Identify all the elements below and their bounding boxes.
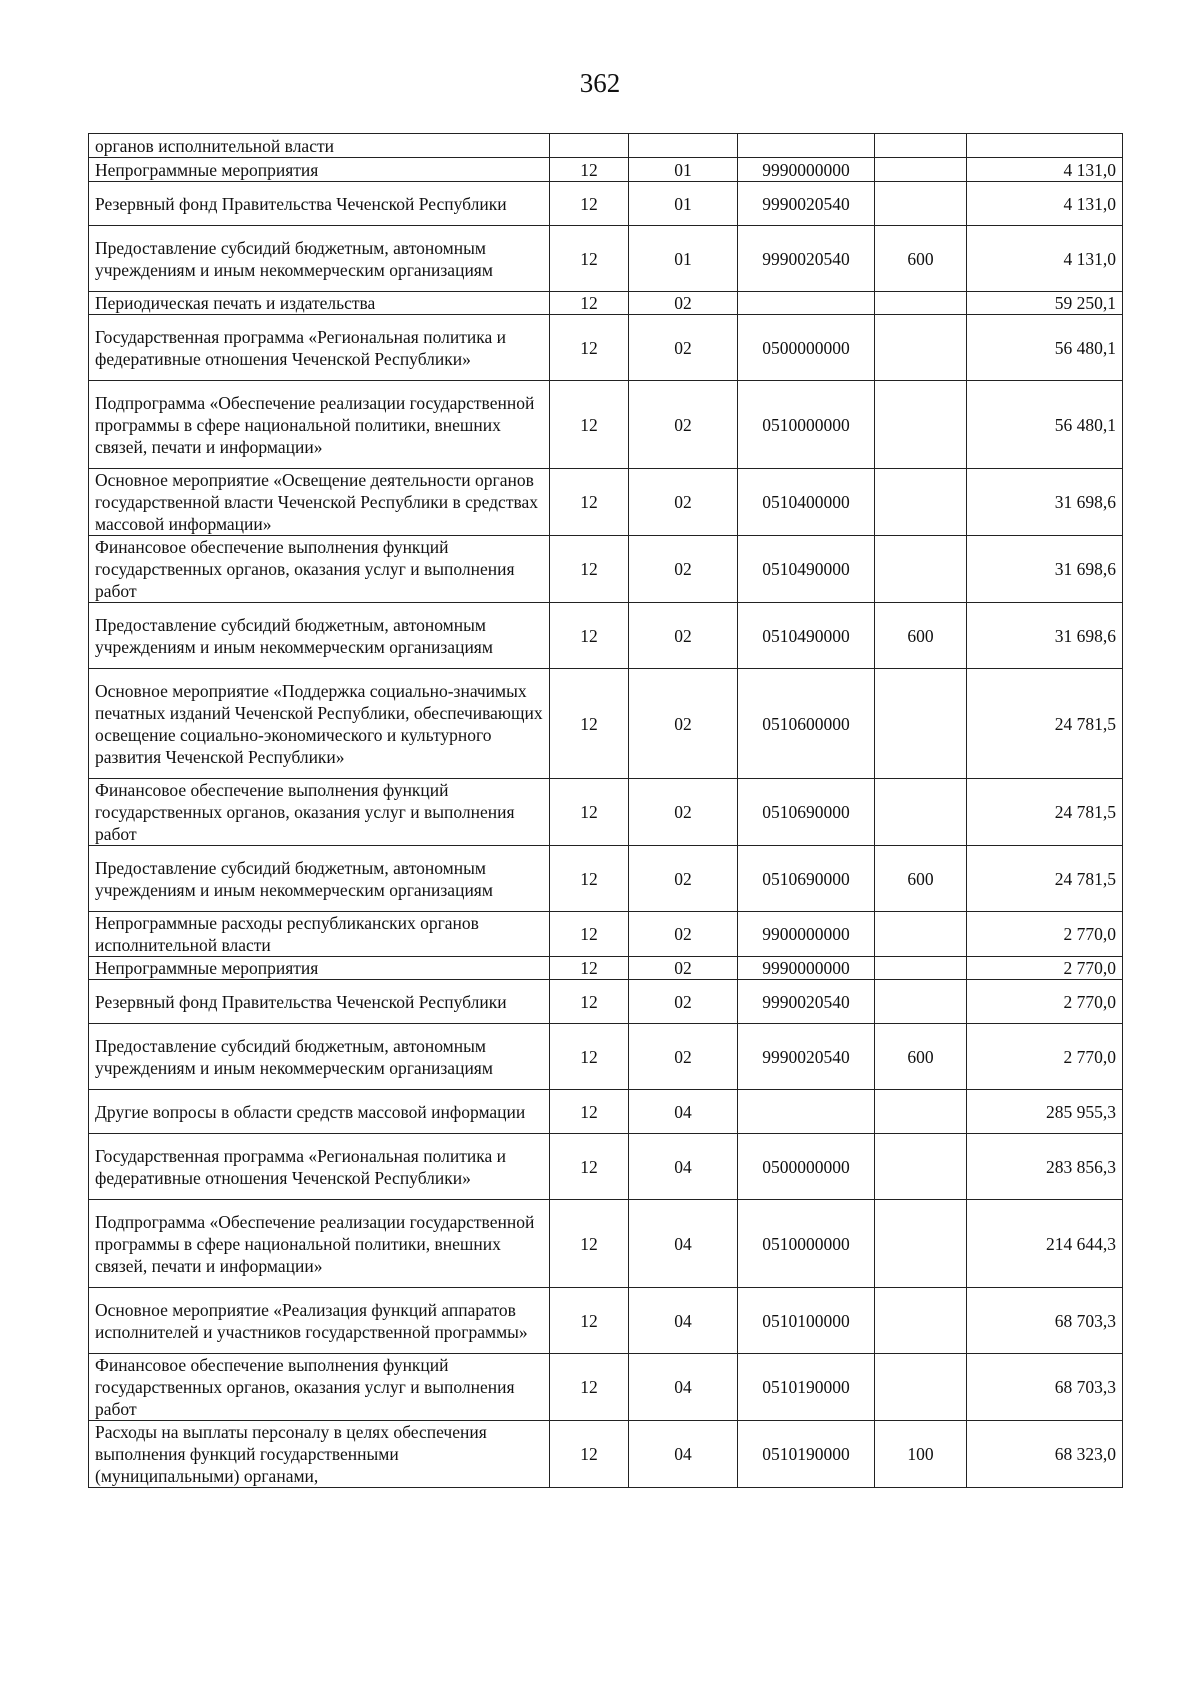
cell-name: органов исполнительной власти bbox=[89, 134, 550, 158]
cell-rz: 12 bbox=[550, 536, 629, 603]
table-row bbox=[89, 158, 1123, 182]
table-row bbox=[89, 1200, 1123, 1288]
cell-amount: 68 703,3 bbox=[967, 1354, 1123, 1421]
cell-amount: 4 131,0 bbox=[967, 182, 1123, 226]
cell-pr: 02 bbox=[629, 536, 738, 603]
cell-rz: 12 bbox=[550, 315, 629, 381]
cell-csr: 0500000000 bbox=[738, 1134, 875, 1200]
cell-pr: 02 bbox=[629, 846, 738, 912]
cell-csr: 0510000000 bbox=[738, 381, 875, 469]
cell-csr: 9990000000 bbox=[738, 957, 875, 980]
cell-vr bbox=[875, 912, 967, 957]
budget-table-body bbox=[89, 134, 1123, 1488]
table-row bbox=[89, 603, 1123, 669]
cell-csr: 0510190000 bbox=[738, 1421, 875, 1488]
cell-pr: 04 bbox=[629, 1134, 738, 1200]
cell-name: Финансовое обеспечение выполнения функций государственных органов, оказания услуг и выполнения работ bbox=[89, 779, 550, 846]
cell-pr: 01 bbox=[629, 158, 738, 182]
cell-name: Финансовое обеспечение выполнения функций государственных органов, оказания услуг и выполнения работ bbox=[89, 536, 550, 603]
cell-vr bbox=[875, 158, 967, 182]
cell-rz: 12 bbox=[550, 669, 629, 779]
cell-rz: 12 bbox=[550, 1421, 629, 1488]
cell-vr: 600 bbox=[875, 1024, 967, 1090]
cell-pr: 04 bbox=[629, 1354, 738, 1421]
cell-pr: 02 bbox=[629, 957, 738, 980]
cell-rz: 12 bbox=[550, 957, 629, 980]
cell-vr bbox=[875, 536, 967, 603]
cell-rz: 12 bbox=[550, 1090, 629, 1134]
cell-vr bbox=[875, 134, 967, 158]
cell-rz: 12 bbox=[550, 1024, 629, 1090]
cell-csr: 0510690000 bbox=[738, 846, 875, 912]
cell-vr bbox=[875, 957, 967, 980]
cell-vr: 600 bbox=[875, 603, 967, 669]
cell-name: Резервный фонд Правительства Чеченской Республики bbox=[89, 182, 550, 226]
cell-pr: 02 bbox=[629, 1024, 738, 1090]
cell-rz: 12 bbox=[550, 912, 629, 957]
table-row bbox=[89, 1288, 1123, 1354]
cell-pr: 02 bbox=[629, 315, 738, 381]
table-row bbox=[89, 1090, 1123, 1134]
cell-csr: 0510490000 bbox=[738, 536, 875, 603]
cell-csr bbox=[738, 1090, 875, 1134]
cell-name: Непрограммные мероприятия bbox=[89, 158, 550, 182]
cell-csr: 9990020540 bbox=[738, 980, 875, 1024]
cell-rz: 12 bbox=[550, 779, 629, 846]
cell-name: Периодическая печать и издательства bbox=[89, 292, 550, 315]
table-row bbox=[89, 469, 1123, 536]
table-row bbox=[89, 1134, 1123, 1200]
cell-rz: 12 bbox=[550, 1200, 629, 1288]
cell-csr: 0510100000 bbox=[738, 1288, 875, 1354]
cell-vr bbox=[875, 779, 967, 846]
cell-amount: 24 781,5 bbox=[967, 669, 1123, 779]
cell-amount: 59 250,1 bbox=[967, 292, 1123, 315]
cell-name: Резервный фонд Правительства Чеченской Республики bbox=[89, 980, 550, 1024]
cell-amount: 68 703,3 bbox=[967, 1288, 1123, 1354]
cell-name: Другие вопросы в области средств массовой информации bbox=[89, 1090, 550, 1134]
cell-pr: 02 bbox=[629, 292, 738, 315]
cell-rz: 12 bbox=[550, 1354, 629, 1421]
cell-rz: 12 bbox=[550, 1134, 629, 1200]
cell-csr: 9990020540 bbox=[738, 226, 875, 292]
cell-amount: 4 131,0 bbox=[967, 158, 1123, 182]
cell-rz bbox=[550, 134, 629, 158]
cell-rz: 12 bbox=[550, 226, 629, 292]
cell-vr: 600 bbox=[875, 226, 967, 292]
table-row bbox=[89, 134, 1123, 158]
cell-name: Основное мероприятие «Реализация функций аппаратов исполнителей и участников государственной программы» bbox=[89, 1288, 550, 1354]
cell-amount: 2 770,0 bbox=[967, 912, 1123, 957]
cell-name: Предоставление субсидий бюджетным, автономным учреждениям и иным некоммерческим организациям bbox=[89, 1024, 550, 1090]
cell-rz: 12 bbox=[550, 1288, 629, 1354]
cell-pr: 02 bbox=[629, 669, 738, 779]
cell-rz: 12 bbox=[550, 158, 629, 182]
cell-csr: 0510490000 bbox=[738, 603, 875, 669]
cell-vr bbox=[875, 980, 967, 1024]
cell-vr bbox=[875, 669, 967, 779]
cell-pr: 02 bbox=[629, 912, 738, 957]
table-row bbox=[89, 980, 1123, 1024]
cell-amount: 2 770,0 bbox=[967, 980, 1123, 1024]
cell-csr: 9990020540 bbox=[738, 1024, 875, 1090]
cell-amount: 31 698,6 bbox=[967, 536, 1123, 603]
cell-rz: 12 bbox=[550, 469, 629, 536]
budget-table bbox=[88, 133, 1123, 1488]
table-row bbox=[89, 669, 1123, 779]
table-row bbox=[89, 292, 1123, 315]
cell-vr bbox=[875, 1090, 967, 1134]
cell-csr: 0500000000 bbox=[738, 315, 875, 381]
cell-name: Предоставление субсидий бюджетным, автономным учреждениям и иным некоммерческим организациям bbox=[89, 846, 550, 912]
cell-csr: 0510600000 bbox=[738, 669, 875, 779]
cell-name: Непрограммные мероприятия bbox=[89, 957, 550, 980]
cell-pr: 01 bbox=[629, 226, 738, 292]
cell-vr bbox=[875, 1134, 967, 1200]
cell-amount: 283 856,3 bbox=[967, 1134, 1123, 1200]
cell-rz: 12 bbox=[550, 182, 629, 226]
cell-amount: 56 480,1 bbox=[967, 315, 1123, 381]
cell-pr: 02 bbox=[629, 469, 738, 536]
cell-name: Государственная программа «Региональная политика и федеративные отношения Чеченской Республики» bbox=[89, 315, 550, 381]
cell-amount bbox=[967, 134, 1123, 158]
table-row bbox=[89, 1354, 1123, 1421]
cell-vr: 600 bbox=[875, 846, 967, 912]
cell-pr: 02 bbox=[629, 381, 738, 469]
cell-name: Предоставление субсидий бюджетным, автономным учреждениям и иным некоммерческим организациям bbox=[89, 226, 550, 292]
cell-csr bbox=[738, 292, 875, 315]
table-row bbox=[89, 846, 1123, 912]
cell-name: Непрограммные расходы республиканских органов исполнительной власти bbox=[89, 912, 550, 957]
cell-vr bbox=[875, 292, 967, 315]
cell-rz: 12 bbox=[550, 603, 629, 669]
table-row bbox=[89, 536, 1123, 603]
cell-pr: 04 bbox=[629, 1421, 738, 1488]
table-row bbox=[89, 182, 1123, 226]
cell-vr: 100 bbox=[875, 1421, 967, 1488]
cell-amount: 214 644,3 bbox=[967, 1200, 1123, 1288]
table-row bbox=[89, 315, 1123, 381]
cell-csr: 9990020540 bbox=[738, 182, 875, 226]
cell-rz: 12 bbox=[550, 292, 629, 315]
cell-name: Расходы на выплаты персоналу в целях обеспечения выполнения функций государственными (муниципальными) органами, bbox=[89, 1421, 550, 1488]
cell-amount: 31 698,6 bbox=[967, 469, 1123, 536]
cell-csr: 0510400000 bbox=[738, 469, 875, 536]
cell-csr: 9990000000 bbox=[738, 158, 875, 182]
cell-amount: 56 480,1 bbox=[967, 381, 1123, 469]
cell-csr: 0510190000 bbox=[738, 1354, 875, 1421]
cell-name: Основное мероприятие «Освещение деятельности органов государственной власти Чеченской Республики в средствах массовой информации» bbox=[89, 469, 550, 536]
cell-pr: 04 bbox=[629, 1200, 738, 1288]
table-row bbox=[89, 779, 1123, 846]
cell-name: Государственная программа «Региональная политика и федеративные отношения Чеченской Республики» bbox=[89, 1134, 550, 1200]
table-row bbox=[89, 226, 1123, 292]
cell-pr bbox=[629, 134, 738, 158]
table-row bbox=[89, 1421, 1123, 1488]
cell-vr bbox=[875, 1288, 967, 1354]
cell-csr bbox=[738, 134, 875, 158]
cell-name: Подпрограмма «Обеспечение реализации государственной программы в сфере национальной политики, внешних связей, печати и информации» bbox=[89, 1200, 550, 1288]
cell-vr bbox=[875, 1354, 967, 1421]
cell-csr: 0510690000 bbox=[738, 779, 875, 846]
cell-vr bbox=[875, 381, 967, 469]
cell-amount: 4 131,0 bbox=[967, 226, 1123, 292]
cell-vr bbox=[875, 1200, 967, 1288]
cell-amount: 2 770,0 bbox=[967, 1024, 1123, 1090]
table-row bbox=[89, 1024, 1123, 1090]
cell-vr bbox=[875, 469, 967, 536]
cell-amount: 285 955,3 bbox=[967, 1090, 1123, 1134]
cell-name: Подпрограмма «Обеспечение реализации государственной программы в сфере национальной политики, внешних связей, печати и информации» bbox=[89, 381, 550, 469]
cell-amount: 24 781,5 bbox=[967, 846, 1123, 912]
cell-amount: 68 323,0 bbox=[967, 1421, 1123, 1488]
cell-pr: 02 bbox=[629, 980, 738, 1024]
cell-vr bbox=[875, 182, 967, 226]
table-row bbox=[89, 381, 1123, 469]
cell-amount: 24 781,5 bbox=[967, 779, 1123, 846]
cell-rz: 12 bbox=[550, 980, 629, 1024]
cell-name: Основное мероприятие «Поддержка социально-значимых печатных изданий Чеченской Республики, обеспечивающих освещение социально-экономического и культурного развития Чеченской Республики» bbox=[89, 669, 550, 779]
cell-csr: 0510000000 bbox=[738, 1200, 875, 1288]
cell-pr: 02 bbox=[629, 779, 738, 846]
cell-pr: 02 bbox=[629, 603, 738, 669]
cell-amount: 2 770,0 bbox=[967, 957, 1123, 980]
cell-name: Финансовое обеспечение выполнения функций государственных органов, оказания услуг и выполнения работ bbox=[89, 1354, 550, 1421]
cell-rz: 12 bbox=[550, 846, 629, 912]
cell-vr bbox=[875, 315, 967, 381]
cell-pr: 01 bbox=[629, 182, 738, 226]
cell-amount: 31 698,6 bbox=[967, 603, 1123, 669]
cell-name: Предоставление субсидий бюджетным, автономным учреждениям и иным некоммерческим организациям bbox=[89, 603, 550, 669]
cell-rz: 12 bbox=[550, 381, 629, 469]
table-row bbox=[89, 957, 1123, 980]
page-number: 362 bbox=[579, 68, 621, 98]
cell-pr: 04 bbox=[629, 1288, 738, 1354]
table-row bbox=[89, 912, 1123, 957]
cell-csr: 9900000000 bbox=[738, 912, 875, 957]
cell-pr: 04 bbox=[629, 1090, 738, 1134]
